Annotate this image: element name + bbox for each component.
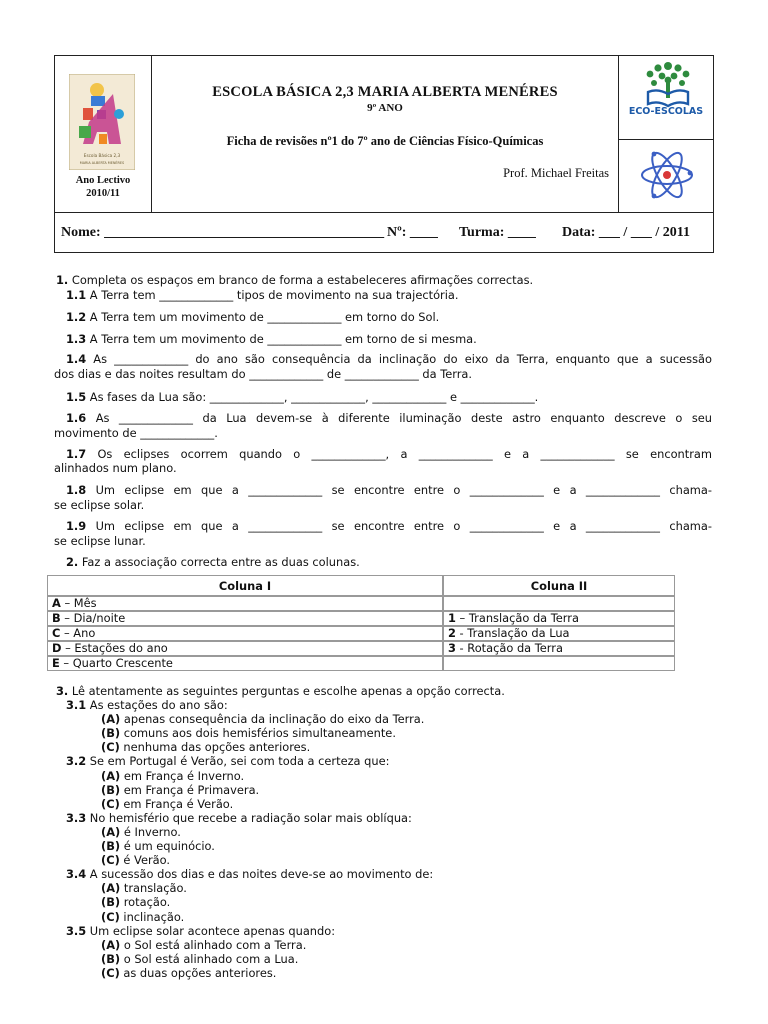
option-text: é Inverno. — [120, 824, 181, 839]
answer-option[interactable] — [101, 881, 187, 895]
school-year-value: 2010/11 — [86, 188, 120, 199]
logo-text-2: MARIA ALBERTA MENÉRES — [79, 161, 125, 165]
answer-option[interactable] — [101, 938, 306, 952]
item-text: As _____________ do ano são consequência da inclinação do eixo da Terra, enquanto que a sucessão — [86, 352, 712, 366]
option-text: - Translação da Lua — [455, 626, 570, 640]
item-number: 1.6 — [66, 411, 87, 425]
table-cell — [443, 626, 675, 641]
question-number: 2. — [66, 555, 79, 569]
grade-label: 9º ANO — [367, 102, 403, 114]
eco-escolas-label: ECO-ESCOLAS — [628, 106, 704, 117]
logo-text-1: Escola Básica 2,3 — [83, 153, 121, 158]
answer-option[interactable] — [101, 740, 310, 754]
table-cell — [47, 641, 443, 656]
table-row — [47, 626, 675, 641]
item-text: Se em Portugal é Verão, sei com toda a certeza que: — [86, 754, 390, 769]
option-key: (A) — [101, 768, 121, 783]
item-text: A sucessão dos dias e das noites deve-se ao movimento de: — [86, 867, 434, 882]
question-1-9-line-1 — [66, 519, 712, 533]
answer-option[interactable] — [101, 797, 233, 811]
question-1-4-line-2: dos dias e das noites resultam do _____________ de _____________ da Terra. — [54, 367, 473, 381]
question-1-6-line-2: movimento de _____________. — [54, 426, 218, 440]
school-name: ESCOLA BÁSICA 2,3 MARIA ALBERTA MENÉRES — [212, 84, 558, 100]
option-text: o Sol está alinhado com a Terra. — [120, 937, 307, 952]
option-text: – Mês — [60, 596, 97, 610]
option-key: (C) — [101, 796, 120, 811]
answer-option[interactable] — [101, 769, 244, 783]
question-3-3 — [66, 811, 412, 825]
answer-option[interactable] — [101, 839, 215, 853]
item-text: A Terra tem um movimento de _____________ em torno de si mesma. — [86, 332, 477, 346]
option-text: apenas consequência da inclinação do eixo da Terra. — [120, 712, 425, 727]
header-box — [54, 55, 714, 253]
item-text: Um eclipse em que a _____________ se encontre entre o _____________ e a _____________ chama- — [86, 483, 712, 497]
table-cell — [443, 641, 675, 656]
item-text: Um eclipse em que a _____________ se encontre entre o _____________ e a _____________ chama- — [86, 519, 712, 533]
name-field[interactable]: Nome: ________________________________________ — [61, 225, 385, 240]
option-key: (B) — [101, 895, 121, 910]
question-1-1 — [66, 288, 458, 302]
option-text: - Rotação da Terra — [455, 641, 563, 655]
question-1-8-line-2: se eclipse solar. — [54, 498, 145, 512]
answer-option[interactable] — [101, 783, 259, 797]
item-number: 1.2 — [66, 310, 87, 324]
column-header: Coluna II — [443, 575, 675, 596]
table-cell — [47, 626, 443, 641]
question-text: Faz a associação correcta entre as duas colunas. — [78, 555, 360, 569]
school-logo — [69, 74, 135, 170]
option-text: o Sol está alinhado com a Lua. — [120, 951, 299, 966]
item-text: Os eclipses ocorrem quando o _____________, a _____________ e a _____________ se encontram — [86, 447, 712, 461]
table-cell — [47, 611, 443, 626]
question-1-7-line-1 — [66, 447, 712, 461]
option-key: C — [52, 626, 61, 640]
question-1-5 — [66, 390, 538, 404]
option-text: é Verão. — [119, 853, 170, 868]
table-row — [47, 611, 675, 626]
option-key: (B) — [101, 782, 121, 797]
item-number: 3.4 — [66, 867, 87, 882]
column-header: Coluna I — [47, 575, 443, 596]
option-key: (C) — [101, 965, 120, 980]
table-row — [47, 656, 675, 671]
answer-option[interactable] — [101, 910, 184, 924]
option-key: A — [52, 596, 61, 610]
option-text: – Ano — [60, 626, 96, 640]
option-text: – Estações do ano — [61, 641, 168, 655]
item-text: A Terra tem _____________ tipos de movimento na sua trajectória. — [86, 288, 459, 302]
option-key: D — [52, 641, 62, 655]
option-key: (B) — [101, 839, 121, 853]
question-number: 3. — [56, 684, 69, 698]
option-text: é um equinócio. — [120, 839, 215, 853]
option-text: comuns aos dois hemisférios simultaneamente. — [120, 726, 396, 741]
option-key: (B) — [101, 726, 121, 741]
item-number: 3.2 — [66, 754, 87, 769]
question-number: 1. — [56, 273, 69, 287]
answer-option[interactable] — [101, 712, 424, 726]
item-number: 1.4 — [66, 352, 87, 366]
table-cell — [47, 656, 443, 671]
class-field[interactable]: Turma: ____ — [459, 225, 536, 240]
option-key: (A) — [101, 937, 121, 952]
option-key: (C) — [101, 853, 120, 868]
teacher-name: Prof. Michael Freitas — [503, 166, 609, 180]
table-cell — [443, 611, 675, 626]
question-3-1 — [66, 698, 228, 712]
option-key: (A) — [101, 712, 121, 727]
question-1-7-line-2: alinhados num plano. — [54, 461, 177, 475]
question-1-2 — [66, 310, 439, 324]
option-text: nenhuma das opções anteriores. — [119, 740, 311, 755]
option-key: 2 — [448, 626, 456, 640]
item-number: 3.3 — [66, 810, 87, 825]
question-1-4-line-1 — [66, 352, 712, 366]
option-text: – Translação da Terra — [455, 611, 579, 625]
question-1-6-line-1 — [66, 411, 712, 425]
item-text: As estações do ano são: — [86, 698, 228, 712]
item-number: 1.1 — [66, 288, 87, 302]
question-1-8-line-1 — [66, 483, 712, 497]
item-number: 1.9 — [66, 519, 87, 533]
item-text: Um eclipse solar acontece apenas quando: — [86, 923, 336, 938]
student-info-bar — [55, 213, 713, 253]
item-number: 3.1 — [66, 698, 87, 712]
question-text: Completa os espaços em branco de forma a estabeleceres afirmações correctas. — [68, 273, 534, 287]
association-table — [47, 575, 675, 671]
option-text: – Quarto Crescente — [59, 656, 173, 670]
table-row — [47, 596, 675, 611]
item-number: 1.8 — [66, 483, 87, 497]
item-text: As fases da Lua são: _____________, _____________, _____________ e _____________. — [86, 390, 539, 404]
option-key: (B) — [101, 951, 121, 966]
answer-option[interactable] — [101, 966, 276, 980]
divider — [618, 139, 714, 140]
answer-option[interactable] — [101, 853, 170, 867]
question-3-intro — [56, 684, 505, 698]
number-field[interactable]: Nº: ____ — [387, 225, 438, 240]
option-text: em França é Primavera. — [120, 782, 260, 797]
question-1-intro — [56, 273, 533, 287]
question-2-intro — [66, 555, 360, 569]
option-key: (C) — [101, 909, 120, 924]
item-text: No hemisfério que recebe a radiação solar mais oblíqua: — [86, 810, 412, 825]
option-key: (A) — [101, 824, 121, 839]
option-key: 3 — [448, 641, 456, 655]
divider — [618, 56, 619, 213]
answer-option[interactable] — [101, 825, 181, 839]
table-row — [47, 641, 675, 656]
question-3-5 — [66, 924, 335, 938]
date-field[interactable]: Data: ___ / ___ / 2011 — [562, 225, 690, 240]
table-cell — [443, 596, 675, 611]
table-header-row — [47, 575, 675, 596]
item-text: A Terra tem um movimento de _____________ em torno do Sol. — [86, 310, 440, 324]
atom-icon — [638, 146, 696, 204]
option-key: 1 — [448, 611, 456, 625]
question-1-9-line-2: se eclipse lunar. — [54, 534, 146, 548]
option-text: – Dia/noite — [60, 611, 126, 625]
option-text: em França é Verão. — [119, 796, 234, 811]
table-cell — [47, 596, 443, 611]
item-number: 1.5 — [66, 390, 87, 404]
option-text: inclinação. — [119, 909, 185, 924]
school-year-label: Ano Lectivo — [75, 175, 131, 186]
sheet-title: Ficha de revisões nº1 do 7º ano de Ciências Físico-Químicas — [226, 134, 544, 148]
table-cell — [443, 656, 675, 671]
option-key: (C) — [101, 740, 120, 755]
question-3-4 — [66, 867, 433, 881]
question-text: Lê atentamente as seguintes perguntas e escolhe apenas a opção correcta. — [68, 684, 505, 698]
option-text: as duas opções anteriores. — [119, 965, 277, 980]
item-number: 3.5 — [66, 923, 87, 938]
option-key: B — [52, 611, 61, 625]
item-text: As _____________ da Lua devem-se à diferente iluminação deste astro enquanto descreve o seu — [86, 411, 712, 425]
question-1-3 — [66, 332, 477, 346]
answer-option[interactable] — [101, 726, 396, 740]
item-number: 1.7 — [66, 447, 87, 461]
option-text: translação. — [120, 881, 187, 896]
answer-option[interactable] — [101, 952, 298, 966]
option-key: (A) — [101, 881, 121, 896]
option-key: E — [52, 656, 60, 670]
option-text: rotação. — [120, 895, 171, 910]
answer-option[interactable] — [101, 895, 170, 909]
option-text: em França é Inverno. — [120, 768, 245, 783]
item-number: 1.3 — [66, 332, 87, 346]
question-3-2 — [66, 754, 389, 768]
